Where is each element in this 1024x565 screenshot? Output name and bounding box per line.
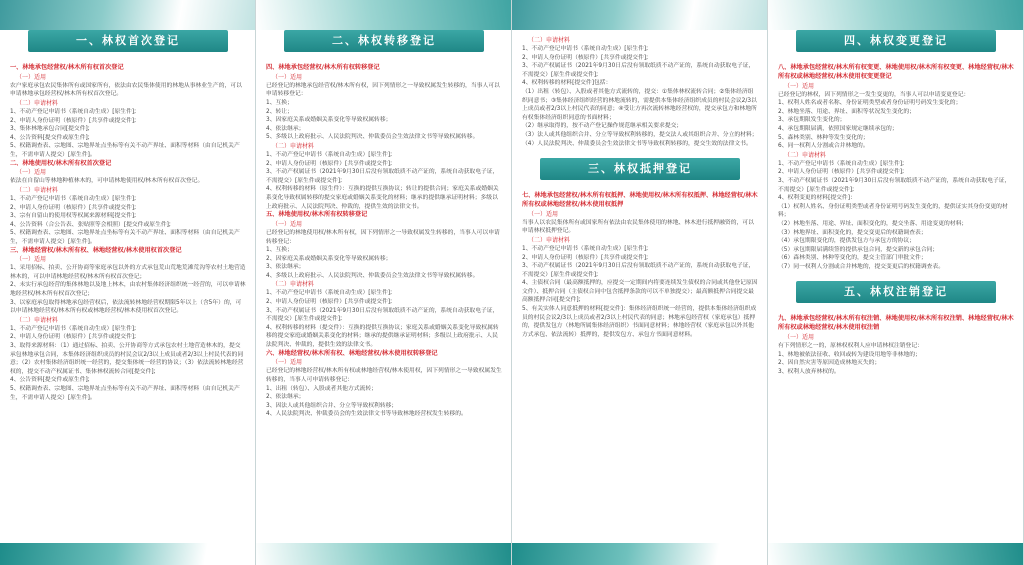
list-item: 4、主债权合同（最高额抵押的，应提交一定期间内将要连续发生债权的合同或其他登记原因文件）、抵押合同（主债权合同中包含抵押条款的可以不单独提交）；最高额抵押合同提交最高额抵押合同[提交件];: [522, 280, 758, 304]
paragraph: 依法在自留山等林地种植林木的，可申请林地使用权/林木所有权首次登记。: [10, 178, 204, 185]
list-item: 3、不动产权属证书（2021年9月30日后没有领取纸质不动产证的，系统自动获取电子证，不需提交）[原生件或提交件];: [778, 177, 1011, 193]
list-item: 2、申请人身份证明（核原件）[共享件或提交件];: [266, 160, 393, 167]
list-item: 4、依法继承；: [266, 125, 305, 132]
list-item: 2、依法继承；: [266, 394, 305, 401]
list-item: 4、公告资料[提交件或原生件];: [10, 134, 90, 141]
materials-label: （二）申请材料: [784, 151, 827, 159]
subsection-heading: 三、林地经营权/林木所有权、林地经营权/林木使用权首次登记: [10, 246, 182, 254]
list-item: 4、承包期限届满，依照国家规定继续承包的；: [778, 125, 898, 132]
list-item: 3、宗有自留山的使用权等权属来源材料[提交件];: [10, 213, 137, 220]
panel-transfer-registration: [256, 0, 512, 565]
paragraph: 已经登记的林地承包经营权/林木所有权，因下列情形之一导致权属发生转移的，当事人可以申请转移登记：: [266, 82, 500, 98]
list-item: 1、不动产登记申请书（系统自动生成）[原生件];: [522, 46, 649, 52]
panel-change-cancellation: [768, 0, 1024, 565]
list-item: （2）继承取得的，按不动产登记操作规范继承相关要求提交；: [522, 123, 683, 130]
section-title: 五、林权注销登记: [796, 281, 996, 303]
applicable-label: （一）适用: [784, 82, 815, 90]
list-item: 3、不动产权属证书（2021年9月30日后没有领取纸质不动产证的，系统自动获取电子证，不需提交）[原生件或提交件];: [266, 169, 499, 184]
list-item: 2、林地坐落、用途、界址、面积等状况发生变化的；: [778, 108, 916, 115]
list-item: 2、申请人身份证明（核原件）[共享件或提交件];: [522, 254, 649, 261]
applicable-label: （一）适用: [16, 73, 47, 81]
materials-label: （二）申请材料: [528, 37, 571, 44]
list-item: 1、采用招标、拍卖、公开协商等家庭承包以外的方式承包荒山荒地荒滩荒沟等农村土地营造林木的，可以申请林地经营权/林木所有权首次登记；: [10, 265, 246, 280]
list-item: 3、不动产权属证书（2021年9月30日后没有领取纸质不动产证的，系统自动获取电子证，不需提交）[原生件或提交件];: [266, 307, 499, 323]
materials-label: （二）申请材料: [272, 142, 315, 150]
list-item: 2、申请人身份证明（核原件）[共享件或提交件];: [266, 299, 393, 306]
list-item: 4、多级以上政府批示、人民法院判决、仲裁委员会生效法律文书等导致权属转移。: [266, 272, 479, 279]
list-item: 2、因家庭关系或婚姻关系变化等导致权属转移；: [266, 255, 392, 262]
materials-label: （二）申请材料: [272, 281, 315, 289]
list-item: 4、公告资料（合公告表、张贴照等会相照）[提交件或原生件];: [10, 221, 171, 228]
applicable-label: （一）适用: [784, 334, 815, 342]
list-item: 5、权籍调查表、宗地图、宗地界址点坐标等有关不动产界址、面积等材料（由自记机关产生，不需申请人提交）[原生件]。: [10, 230, 240, 245]
list-item: 4、公告资料[提交件或原生件];: [10, 377, 90, 384]
applicable-label: （一）适用: [272, 220, 303, 228]
list-item: （4）人民法院判决、仲裁委员会生效法律文书等导致权利转移的，提交生效的法律文书。: [522, 140, 752, 147]
materials-label: （二）申请材料: [528, 236, 571, 244]
bottom-decoration: [0, 543, 256, 565]
list-item: （1）权利人姓名、身份证明类型或者身份证明号码发生变化的，提供证实其身份变更的材料；: [778, 203, 1008, 219]
materials-label: （二）申请材料: [16, 316, 59, 324]
applicable-label: （一）适用: [16, 256, 47, 264]
list-item: 4、人民法院判决、仲裁委员会的生效法律文书等导致林地经营权发生转移的。: [266, 411, 467, 418]
top-decoration: [256, 0, 512, 30]
list-item: 1、不动产登记申请书（系统自动生成）[原生件];: [778, 160, 905, 167]
list-item: （3）林地界址、面积变化的，提交变更后的权籍调查表；: [778, 229, 927, 236]
list-item: （2）林地坐落、用途、界址、面积变化的，提交坐落、用途变更的材料；: [778, 220, 968, 227]
subsection-heading: 七、林地承包经营权/林木所有权抵押、林地使用权/林木所有权抵押、林地经营权/林木所有权或林地经营权/林木使用权抵押: [522, 192, 758, 208]
list-item: 1、出租（转包）、入股或者其他方式流转；: [266, 385, 377, 392]
list-item: 3、依法继承；: [266, 264, 305, 271]
list-item: 1、不动产登记申请书（系统自动生成）[原生件];: [266, 290, 393, 297]
subsection-heading: 二、林地使用权/林木所有权首次登记: [10, 159, 112, 167]
list-item: 1、权利人姓名或者名称、身份证明类型或者身份证明号码发生变化的；: [778, 100, 962, 107]
list-item: 3、因家庭关系或婚姻关系变化等导致权属转移；: [266, 117, 392, 124]
paragraph: 已经登记的林权，因下列情形之一发生变更的，当事人可以申请变更登记：: [778, 91, 970, 98]
list-item: 5、有关实体人同意抵押的材料[提交件]：集体经济组织统一经营的，提供本集体经济组织成员的村民会议2/3以上成员或者2/3以上村民代表的同意；林地承包经营权（家庭承包）抵押的，提供发包方（林地所属集体经济组织）书面同意材料；林地经营权（家庭承包以外其他方式承包、依法流转）抵押的，提供发包方、承包方书面同意材料。: [522, 306, 757, 338]
list-item: 5、权籍调查表、宗地图、宗地界址点坐标等有关不动产界址、面积等材料（由自记机关产生，不需申请人提交）[原生件]。: [10, 143, 240, 158]
panel-mortgage-registration: [512, 0, 768, 565]
list-item: 2、申请人身份证明（核原件）[共享件或提交件];: [10, 204, 137, 211]
list-item: 1、不动产登记申请书（系统自动生成）[原生件];: [10, 325, 137, 332]
list-item: 1、不动产登记申请书（系统自动生成）[原生件];: [522, 245, 649, 252]
list-item: （5）承包期限届满续签的提供承包合同，提交新的承包合同；: [778, 246, 939, 253]
list-item: 3、承包期限发生变化的；: [778, 117, 846, 124]
section-title: 二、林权转移登记: [284, 30, 484, 52]
list-item: 2、申请人身份证明（核原件）[共享件或提交件];: [778, 169, 905, 176]
list-item: 1、互换；: [266, 99, 293, 106]
section-title: 一、林权首次登记: [28, 30, 228, 52]
top-decoration: [0, 0, 256, 30]
list-item: 4、权利转移的材料[提交件]包括：: [522, 80, 612, 87]
list-item: 2、申请人身份证明（核原件）[共享件或提交件];: [522, 54, 649, 61]
list-item: 5、森林类别、林种等发生变化的；: [778, 134, 869, 141]
list-item: 2、转让；: [266, 108, 293, 115]
list-item: 4、权利转移的材料（提交件）：互换的提供互换协议；家庭关系或婚姻关系变化导致权属转移的提交家庭或婚姻关系变化的材料；继承的提供继承证明材料；多级以上政府批示、人民法院判决、仲裁的，提供生效的法律文书。: [266, 324, 499, 349]
section-title: 四、林权变更登记: [796, 30, 996, 52]
subsection-heading: 四、林地承包经营权/林木所有权转移登记: [266, 64, 380, 71]
list-item: （3）法人或其他组织合并、分立等导致权利转移的，提交法人或其组织合并、分立的材料；: [522, 131, 758, 138]
paragraph: 有下列情形之一的，原林权权利人应申请林权注销登记：: [778, 343, 923, 350]
list-item: 3、不动产权属证书（2021年9月30日后没有领取纸质不动产证的，系统自动获取电子证，不需提交）[原生件或提交件];: [522, 63, 755, 78]
list-item: 3、取得来源材料：（1）通过招标、拍卖、公开协商等方式承包农村土地营造林木的，提交承包林地承包合同，本集体经济组织成员的村民会议2/3以上成员或者2/3以上村民代表的同意；（2）农村集体经济组织统一经营的，提交集体统一经营的协议；（3）依法流转林地经营权的，提交不动产权属证书、集体林权流转合同[提交件];: [10, 343, 244, 375]
list-item: 2、申请人身份证明（核原件）[共享件或提交件];: [10, 334, 137, 341]
list-item: 3、集体林地承包合同[提交件];: [10, 126, 90, 133]
applicable-label: （一）适用: [272, 73, 303, 81]
section-title: 三、林权抵押登记: [540, 158, 740, 180]
subsection-heading: 九、林地承包经营权/林木所有权注销、林地使用权/林木所有权注销、林地经营权/林木所有权或林地经营权/林木使用权注销: [778, 315, 1014, 332]
list-item: 1、不动产登记申请书（系统自动生成）[原生件];: [10, 108, 137, 115]
applicable-label: （一）适用: [16, 169, 47, 177]
subsection-heading: 八、林地承包经营权/林木所有权变更、林地使用权/林木所有权变更、林地经营权/林木所有权或林地经营权/林木使用权变更登记: [778, 64, 1014, 80]
list-item: 6、同一权利人分割或合并林地的。: [778, 143, 869, 150]
top-decoration: [768, 0, 1024, 30]
list-item: 2、未实行承包经营的集体林地以及地上林木，由农村集体经济组织统一经营的，可以申请林地经营权/林木所有权首次登记；: [10, 282, 246, 298]
materials-label: （二）申请材料: [16, 99, 59, 107]
list-item: 3、因法人或其他组织合并、分立等导致权利转移；: [266, 402, 398, 409]
list-item: 1、林地被依法征收、收回或转为建设用地等非林地的；: [778, 351, 921, 358]
list-item: 3、权利人放弃林权的。: [778, 368, 840, 375]
list-item: 2、因自然灾害等原因造成林地灭失的；: [778, 360, 881, 367]
applicable-label: （一）适用: [528, 210, 559, 218]
list-item: 1、互换；: [266, 247, 293, 254]
paragraph: 已经登记的林地使用权/林木所有权，因下列情形之一导致权属发生转移的，当事人可以申请转移登记：: [266, 229, 500, 245]
subsection-heading: 五、林地使用权/林木所有权转移登记: [266, 211, 368, 219]
list-item: 5、权籍调查表、宗地图、宗地界址点坐标等有关不动产界址、面积等材料（由自记机关产生，不需申请人提交）[原生件]。: [10, 386, 240, 401]
subsection-heading: 六、林地经营权/林木所有权、林地经营权/林木使用权转移登记: [266, 349, 438, 357]
list-item: 5、多级以上政府批示、人民法院判决、仲裁委员会生效法律文书等导致权属转移。: [266, 134, 479, 141]
list-item: 4、权利转移的材料（原生件）：互换的提供互换协议；转让的提供合同；家庭关系或婚姻关系变化导致权属转移的提交家庭或婚姻关系变化的材料；继承的提供继承证明材料；多级以上政府批示、人民法院判决、仲裁的，提供生效的法律文书。: [266, 186, 499, 210]
list-item: （1）出租（转包）、入股或者其他方式流转的，提交：①集体林权流转合同；②集体经济组织同意书；③集体经济组织经营的林地流转的，需提供本集体经济组织成员的村民会议2/3以上成员或者2/3以上村民代表的同意；④受让方再次流转林地经营权的，提交承包方和林地所有权集体经济组织同意的书面材料；: [522, 88, 757, 121]
materials-label: （二）申请材料: [16, 186, 59, 194]
paragraph: 农户家庭承包农民集体所有或国家所有，依法由农民集体使用的林地从事林业生产的，可以申请林地承包经营权/林木所有权首次登记。: [10, 82, 242, 98]
applicable-label: （一）适用: [272, 359, 303, 367]
subsection-heading: 一、林地承包经营权/林木所有权首次登记: [10, 64, 124, 71]
list-item: （4）承包期限变化的，提供发包方与承包方的协议；: [778, 238, 916, 245]
list-item: 4、权利变更的材料[提交件]：: [778, 195, 856, 202]
list-item: （6）森林类别、林种等变化的，提交主管部门审批文件；: [778, 255, 927, 262]
bottom-decoration: [256, 543, 512, 565]
list-item: 3、不动产权属证书（2021年9月30日后没有领取纸质不动产证的，系统自动获取电子证，不需提交）[原生件或提交件];: [522, 263, 755, 278]
list-item: 1、不动产登记申请书（系统自动生成）[原生件];: [266, 151, 393, 158]
list-item: 1、不动产登记申请书（系统自动生成）[原生件];: [10, 195, 137, 202]
panel-first-registration: [0, 0, 256, 565]
paragraph: 已经登记的林地经营权/林木所有权或林地经营权/林木使用权，因下列情形之一导致权属发生转移的，当事人可申请转移登记：: [266, 368, 502, 384]
bottom-decoration: [768, 543, 1024, 565]
list-item: 2、申请人身份证明（核原件）[共享件或提交件];: [10, 117, 137, 124]
bottom-decoration: [512, 543, 768, 565]
list-item: 3、以家庭承包取得林地承包经营权后，依法流转林地经营权期限5年以上（含5年）的，可以申请林地经营权/林木所有权或林地经营权/林木使用权首次登记。: [10, 299, 242, 315]
paragraph: 当事人以农民集体所有或国家所有依法由农民集体使用的林地、林木进行抵押融资的，可以申请林权抵押登记。: [522, 219, 754, 235]
list-item: （7）同一权利人分割或合并林地的，提交变更后的权籍调查表。: [778, 263, 945, 270]
